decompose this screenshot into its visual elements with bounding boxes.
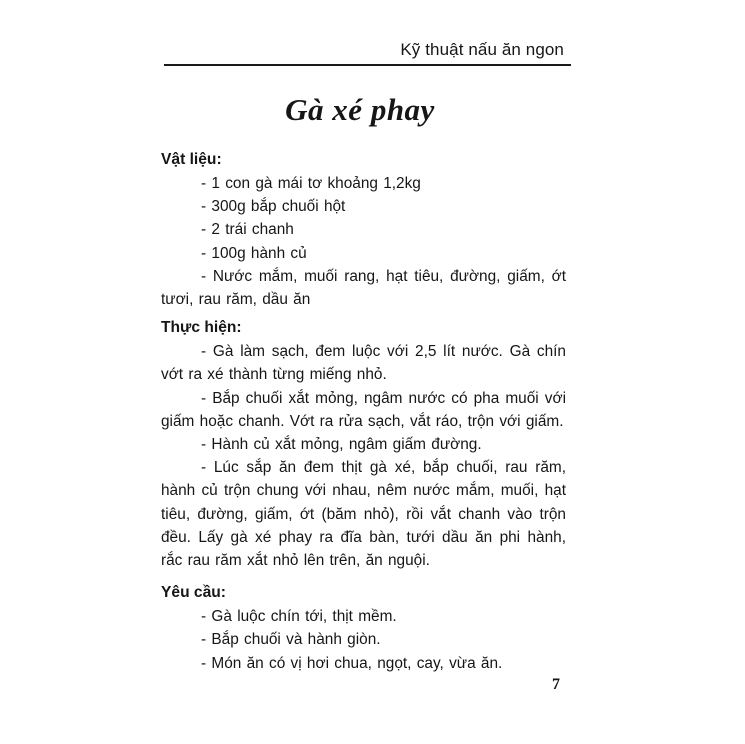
method-step: - Hành củ xắt mỏng, ngâm giấm đường.: [201, 436, 482, 454]
ingredient-item: - 1 con gà mái tơ khoảng 1,2kg: [201, 175, 421, 192]
header-rule: [164, 64, 571, 66]
ingredient-item: - Nước mắm, muối rang, hạt tiêu, đường, giấm, ớt tươi, rau răm, dầu ăn: [161, 267, 566, 309]
method-heading: Thực hiện:: [161, 319, 242, 337]
recipe-body: [161, 148, 566, 675]
running-head: Kỹ thuật nấu ăn ngon: [400, 40, 564, 59]
method-step: - Gà làm sạch, đem luộc với 2,5 lít nước. Gà chín vớt ra xé thành từng miếng nhỏ.: [161, 343, 566, 384]
page-number: 7: [552, 676, 560, 693]
method-step: - Lúc sắp ăn đem thịt gà xé, bắp chuối, rau răm, hành củ trộn chung với nhau, nêm nước mắm, muối, hạt tiêu, đường, giấm, ớt (băm nhỏ), rồi vắt chanh vào trộn đều. Lấy gà xé phay ra đĩa bàn, tưới dầu ăn phi hành, rắc rau răm xắt nhỏ lên trên, ăn nguội.: [161, 459, 566, 570]
requirement-item: - Bắp chuối và hành giòn.: [201, 631, 381, 649]
requirements-heading: Yêu cầu:: [161, 584, 226, 602]
ingredient-item: - 300g bắp chuối hột: [201, 198, 346, 216]
recipe-title: Gà xé phay: [285, 92, 435, 127]
method-step: - Bắp chuối xắt mỏng, ngâm nước có pha muối với giấm hoặc chanh. Vớt ra rửa sạch, vắt ráo, trộn với giấm.: [161, 389, 566, 430]
ingredients-heading: Vật liệu:: [161, 151, 222, 168]
requirement-item: - Món ăn có vị hơi chua, ngọt, cay, vừa ăn.: [201, 654, 503, 672]
ingredient-item: - 100g hành củ: [201, 244, 307, 262]
requirement-item: - Gà luộc chín tới, thịt mềm.: [201, 608, 397, 626]
ingredient-item: - 2 trái chanh: [201, 221, 294, 239]
